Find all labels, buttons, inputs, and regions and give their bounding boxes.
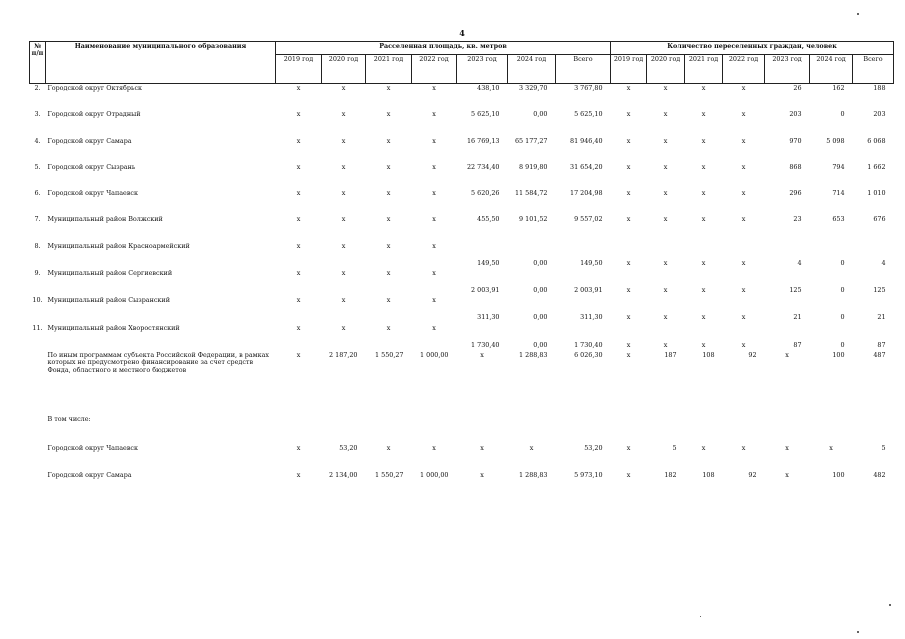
table-row — [30, 84, 894, 111]
people-cell: x — [626, 286, 631, 295]
table-row — [30, 189, 894, 215]
table-row-including — [30, 415, 894, 444]
area-cell: x — [480, 350, 484, 359]
area-cell: x — [296, 470, 301, 479]
people-cell: x — [741, 313, 746, 322]
header-area-group: Расселенная площадь, кв. метров — [276, 42, 611, 55]
area-cell: 311,30 — [580, 313, 603, 322]
area-cell: 8 919,80 — [519, 162, 548, 171]
empty-cell — [611, 415, 647, 444]
table-header — [30, 42, 894, 84]
area-cell: x — [432, 215, 436, 224]
area-cell: x — [386, 323, 391, 332]
row-number: 4. — [34, 136, 41, 145]
row-number: 11. — [32, 323, 43, 332]
scan-speck — [700, 616, 701, 617]
people-cell: x — [663, 84, 668, 92]
row-number: 7. — [34, 215, 41, 224]
people-cell: x — [626, 470, 631, 479]
empty-cell — [765, 415, 810, 444]
people-cell: x — [785, 443, 789, 452]
area-cell: 149,50 — [477, 258, 500, 267]
area-cell: 2 003,91 — [574, 286, 603, 295]
area-cell: x — [386, 110, 391, 119]
people-cell: 794 — [832, 162, 845, 171]
people-cell: x — [626, 258, 631, 267]
header-area-year: 2022 год — [412, 55, 457, 84]
area-cell: 31 654,20 — [570, 162, 603, 171]
area-cell: x — [341, 241, 346, 250]
area-cell: 5 625,10 — [574, 110, 603, 119]
area-cell: x — [296, 323, 301, 332]
area-cell: 2 187,20 — [329, 350, 358, 359]
people-cell: 182 — [664, 470, 677, 479]
area-cell: x — [432, 296, 436, 305]
people-cell: x — [701, 136, 706, 145]
people-cell: x — [701, 340, 706, 349]
empty-cell — [412, 415, 457, 444]
area-cell: 149,50 — [580, 258, 603, 267]
table-row — [30, 324, 894, 351]
row-name: Городской округ Самара — [47, 470, 132, 479]
empty-cell — [457, 415, 508, 444]
area-cell: x — [341, 110, 346, 119]
row-name: Муниципальный район Хворостянский — [47, 323, 180, 332]
area-cell: 1 288,83 — [519, 470, 548, 479]
row-name: Городской округ Чапаевск — [47, 443, 139, 452]
people-cell: x — [626, 340, 631, 349]
header-people-year: 2024 год — [810, 55, 853, 84]
page-number: 4 — [459, 28, 465, 38]
area-cell: 0,00 — [533, 313, 548, 322]
area-cell: 1 000,00 — [420, 470, 449, 479]
area-cell: x — [341, 136, 346, 145]
people-cell: x — [741, 443, 746, 452]
people-cell: x — [701, 189, 706, 198]
table-row — [30, 269, 894, 296]
people-cell: 5 — [672, 443, 677, 452]
row-name: Муниципальный район Красноармейский — [47, 241, 190, 250]
area-cell: x — [386, 443, 391, 452]
header-people-year: Всего — [853, 55, 894, 84]
people-cell: x — [701, 258, 706, 267]
row-number: 5. — [34, 162, 41, 171]
including-label: В том числе: — [47, 414, 91, 423]
people-cell: 162 — [832, 84, 845, 92]
people-cell: x — [663, 189, 668, 198]
people-cell: 0 — [840, 340, 845, 349]
people-cell: 100 — [832, 350, 845, 359]
people-cell: 6 068 — [867, 136, 886, 145]
row-number-empty — [30, 415, 46, 444]
area-cell: x — [432, 189, 436, 198]
header-area-year: 2019 год — [276, 55, 322, 84]
row-number: 8. — [34, 241, 41, 250]
people-cell: 0 — [840, 258, 845, 267]
people-cell: x — [701, 84, 706, 92]
people-cell: 4 — [797, 258, 802, 267]
people-cell: x — [626, 162, 631, 171]
people-cell: x — [701, 162, 706, 171]
people-cell: x — [663, 215, 668, 224]
people-cell: x — [663, 313, 668, 322]
area-cell: 16 769,13 — [466, 136, 500, 145]
area-cell: 0,00 — [533, 258, 548, 267]
header-people-group: Количество переселенных граждан, человек — [611, 42, 894, 55]
empty-cell — [322, 415, 366, 444]
table-row — [30, 137, 894, 163]
people-cell: x — [626, 136, 631, 145]
row-number: 9. — [34, 269, 41, 278]
people-cell: x — [663, 286, 668, 295]
people-cell: 970 — [789, 136, 802, 145]
row-number: 10. — [32, 296, 43, 305]
area-cell: x — [341, 189, 346, 198]
people-cell: x — [741, 215, 746, 224]
area-cell: 22 734,40 — [466, 162, 500, 171]
area-cell: x — [432, 323, 436, 332]
people-cell: x — [626, 110, 631, 119]
people-cell: x — [663, 110, 668, 119]
row-number-empty — [30, 444, 46, 471]
people-cell: x — [701, 313, 706, 322]
people-cell: x — [626, 350, 631, 359]
row-number-empty — [30, 471, 46, 498]
people-cell: 100 — [832, 470, 845, 479]
people-cell: 187 — [664, 350, 677, 359]
area-cell: 17 204,98 — [570, 189, 603, 198]
people-cell: 188 — [873, 84, 886, 92]
area-cell: x — [432, 269, 436, 278]
area-cell: 5 625,10 — [471, 110, 500, 119]
people-cell: x — [663, 258, 668, 267]
people-cell: x — [741, 286, 746, 295]
area-cell: 2 003,91 — [471, 286, 500, 295]
people-cell: 87 — [877, 340, 886, 349]
people-cell: 676 — [873, 215, 886, 224]
area-cell: x — [296, 296, 301, 305]
empty-cell — [276, 415, 322, 444]
area-cell: 5 973,10 — [574, 470, 603, 479]
people-cell: 487 — [873, 350, 886, 359]
header-area-year: 2020 год — [322, 55, 366, 84]
people-cell: 203 — [873, 110, 886, 119]
area-cell: x — [296, 110, 301, 119]
area-cell: 1 550,27 — [375, 470, 404, 479]
area-cell: x — [341, 296, 346, 305]
people-cell: 87 — [793, 340, 802, 349]
area-cell: 311,30 — [477, 313, 500, 322]
people-cell: x — [663, 136, 668, 145]
empty-cell — [685, 415, 723, 444]
area-cell: x — [386, 215, 391, 224]
area-cell: x — [296, 269, 301, 278]
people-cell: x — [626, 313, 631, 322]
people-cell: 203 — [789, 110, 802, 119]
scan-speck — [889, 604, 891, 606]
row-number: 6. — [34, 189, 41, 198]
people-cell: 296 — [789, 189, 802, 198]
area-cell: x — [386, 241, 391, 250]
table-body — [30, 84, 894, 498]
row-name: По иным программам субъекта Российской Федерации, в рамках которых не предусмотрено финансирование за счет средств Фонда, областного и местного бюджетов — [47, 350, 270, 374]
area-cell: x — [341, 323, 346, 332]
people-cell: 653 — [832, 215, 845, 224]
people-cell: 0 — [840, 313, 845, 322]
area-cell: x — [386, 296, 391, 305]
people-cell: 92 — [748, 350, 757, 359]
resettlement-table — [29, 41, 894, 498]
area-cell: x — [296, 189, 301, 198]
people-cell: x — [785, 350, 789, 359]
people-cell: 26 — [793, 84, 802, 92]
row-name: Городской округ Отрадный — [47, 110, 141, 119]
people-cell: 0 — [840, 110, 845, 119]
header-area-year: Всего — [556, 55, 611, 84]
people-cell: x — [741, 258, 746, 267]
area-cell: x — [386, 269, 391, 278]
area-cell: 53,20 — [339, 443, 358, 452]
area-cell: 6 026,30 — [574, 350, 603, 359]
area-cell: 0,00 — [533, 286, 548, 295]
people-cell: x — [701, 110, 706, 119]
area-cell: 0,00 — [533, 340, 548, 349]
header-people-year: 2021 год — [685, 55, 723, 84]
area-cell: x — [341, 269, 346, 278]
area-cell: x — [480, 470, 484, 479]
area-cell: 9 101,52 — [519, 215, 548, 224]
people-cell: x — [741, 340, 746, 349]
area-cell: 1 730,40 — [574, 340, 603, 349]
row-number: 2. — [34, 84, 41, 92]
empty-cell — [723, 415, 765, 444]
area-cell: x — [296, 443, 301, 452]
empty-cell — [810, 415, 853, 444]
area-cell: x — [386, 84, 391, 92]
table-row — [30, 110, 894, 136]
people-cell: x — [626, 215, 631, 224]
row-name: Городской округ Чапаевск — [47, 189, 139, 198]
people-cell: x — [701, 443, 706, 452]
area-cell: x — [296, 84, 301, 92]
people-cell: x — [626, 189, 631, 198]
people-cell: x — [626, 84, 631, 92]
people-cell: 1 010 — [867, 189, 886, 198]
scan-speck — [857, 631, 859, 633]
area-cell: 3 767,80 — [574, 84, 603, 92]
area-cell: 1 550,27 — [375, 350, 404, 359]
area-cell: x — [296, 241, 301, 250]
header-people-year: 2022 год — [723, 55, 765, 84]
row-name: Муниципальный район Волжский — [47, 215, 163, 224]
table-row — [30, 296, 894, 323]
people-cell: 21 — [793, 313, 802, 322]
people-cell: x — [785, 470, 789, 479]
scan-speck — [857, 13, 859, 15]
people-cell: 92 — [748, 470, 757, 479]
header-area-year: 2021 год — [366, 55, 412, 84]
area-cell: x — [296, 162, 301, 171]
people-cell: x — [741, 84, 746, 92]
table-row-other-programs — [30, 351, 894, 415]
header-area-year: 2024 год — [508, 55, 556, 84]
area-cell: x — [432, 84, 436, 92]
header-area-year: 2023 год — [457, 55, 508, 84]
area-cell: 455,50 — [477, 215, 500, 224]
area-cell: x — [432, 110, 436, 119]
area-cell: x — [386, 162, 391, 171]
header-name: Наименование муниципального образования — [46, 42, 276, 84]
empty-cell — [647, 415, 685, 444]
empty-cell — [556, 415, 611, 444]
people-cell: 125 — [873, 286, 886, 295]
people-cell: x — [829, 443, 833, 452]
area-cell: x — [529, 443, 534, 452]
people-cell: 21 — [877, 313, 886, 322]
area-cell: 65 177,27 — [514, 136, 548, 145]
area-cell: x — [386, 189, 391, 198]
table-row-sub — [30, 444, 894, 471]
area-cell: x — [432, 136, 436, 145]
people-cell: 4 — [881, 258, 886, 267]
area-cell: x — [386, 136, 391, 145]
empty-cell — [366, 415, 412, 444]
row-number-empty — [30, 351, 46, 415]
empty-cell — [853, 415, 894, 444]
people-cell: 868 — [789, 162, 802, 171]
table-row — [30, 242, 894, 269]
people-cell: x — [741, 110, 746, 119]
table-row — [30, 215, 894, 241]
people-cell: 1 662 — [867, 162, 886, 171]
area-cell: 5 620,26 — [471, 189, 500, 198]
table-row — [30, 163, 894, 189]
header-people-year: 2023 год — [765, 55, 810, 84]
people-cell: x — [663, 340, 668, 349]
header-people-year: 2020 год — [647, 55, 685, 84]
header-no: № п/п — [30, 42, 46, 84]
table-row-sub — [30, 471, 894, 498]
area-cell: x — [296, 215, 301, 224]
row-name: Городской округ Сызрань — [47, 162, 136, 171]
area-cell: 0,00 — [533, 110, 548, 119]
area-cell: x — [432, 162, 436, 171]
area-cell: x — [480, 443, 484, 452]
area-cell: x — [341, 84, 346, 92]
area-cell: 11 584,72 — [514, 189, 548, 198]
area-cell: 9 557,02 — [574, 215, 603, 224]
area-cell: 438,10 — [477, 84, 500, 92]
area-cell: 1 000,00 — [420, 350, 449, 359]
area-cell: 81 946,40 — [570, 136, 603, 145]
area-cell: 2 134,00 — [329, 470, 358, 479]
row-name: Городской округ Самара — [47, 136, 132, 145]
row-number: 3. — [34, 110, 41, 119]
row-name: Муниципальный район Сызранский — [47, 296, 170, 305]
area-cell: 1 730,40 — [471, 340, 500, 349]
people-cell: x — [741, 162, 746, 171]
people-cell: 0 — [840, 286, 845, 295]
people-cell: 108 — [702, 350, 715, 359]
people-cell: 23 — [793, 215, 802, 224]
area-cell: x — [341, 162, 346, 171]
people-cell: x — [701, 286, 706, 295]
people-cell: 125 — [789, 286, 802, 295]
people-cell: x — [741, 189, 746, 198]
row-name: Городской округ Октябрьск — [47, 84, 143, 92]
area-cell: x — [341, 215, 346, 224]
people-cell: 108 — [702, 470, 715, 479]
people-cell: 5 — [881, 443, 886, 452]
people-cell: x — [701, 215, 706, 224]
people-cell: 714 — [832, 189, 845, 198]
area-cell: 53,20 — [584, 443, 603, 452]
area-cell: 1 288,83 — [519, 350, 548, 359]
people-cell: x — [626, 443, 631, 452]
row-name: Муниципальный район Сергиевский — [47, 269, 173, 278]
people-cell: x — [663, 162, 668, 171]
empty-cell — [508, 415, 556, 444]
area-cell: x — [296, 350, 301, 359]
people-cell: x — [741, 136, 746, 145]
area-cell: x — [432, 443, 436, 452]
people-cell: 5 098 — [826, 136, 845, 145]
area-cell: 3 329,70 — [519, 84, 548, 92]
area-cell: x — [296, 136, 301, 145]
people-cell: 482 — [873, 470, 886, 479]
area-cell: x — [432, 241, 436, 250]
header-people-year: 2019 год — [611, 55, 647, 84]
